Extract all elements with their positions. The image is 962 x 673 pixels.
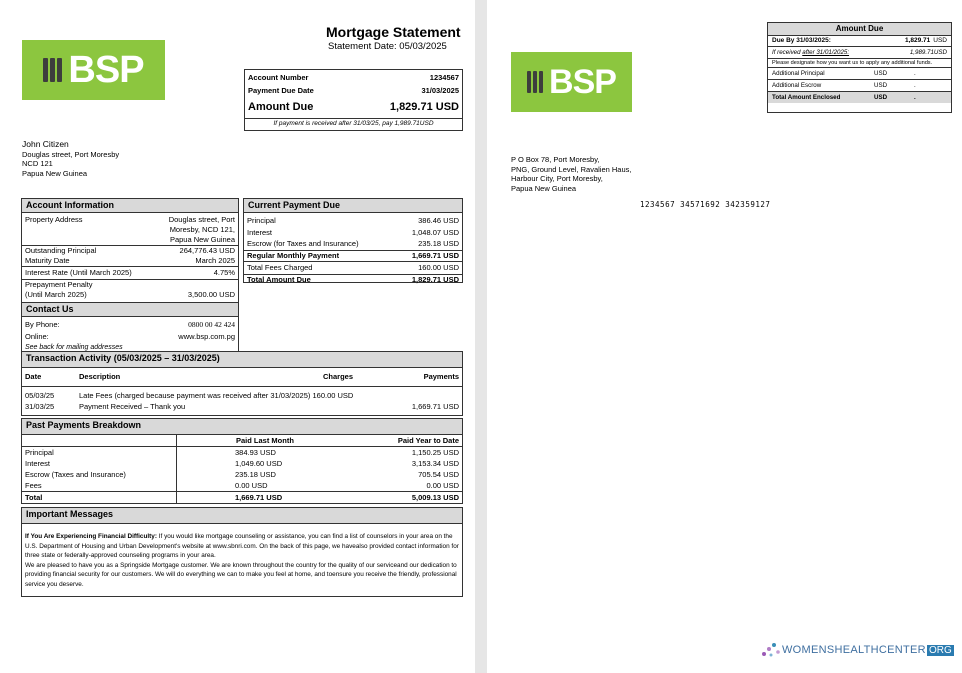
messages-title: Important Messages (22, 508, 462, 524)
total-enclosed-label: Total Amount Enclosed (772, 94, 841, 101)
interest-rate: 4.75% (213, 268, 235, 277)
logo-text: BSP (549, 62, 616, 101)
past-ytd: 1,150.25 USD (411, 448, 459, 457)
past-label: Principal (22, 447, 177, 459)
statement-title: Mortgage Statement (326, 24, 461, 40)
penalty-period: (Until March 2025) (25, 290, 87, 299)
property-line1: Douglas street, Port (168, 215, 235, 224)
messages-box (21, 507, 463, 597)
penalty-amount: 3,500.00 USD (187, 290, 235, 299)
remit-line3: Harbour City, Port Moresby, (511, 174, 603, 183)
past-payments-box (21, 418, 463, 504)
additional-principal-unit: USD (874, 70, 888, 77)
past-last-month: 235.18 USD (235, 470, 276, 479)
additional-escrow-input[interactable]: . (914, 82, 916, 89)
phone-label: By Phone: (25, 320, 60, 329)
website-link[interactable]: www.bsp.com.pg (178, 332, 235, 341)
watermark-dots-icon (760, 640, 782, 660)
current-payment-row (244, 238, 462, 250)
current-payment-row (244, 215, 462, 227)
col-charges: Charges (323, 372, 354, 381)
past-ytd: 3,153.34 USD (411, 459, 459, 468)
additional-principal-label: Additional Principal (772, 70, 825, 77)
transaction-title: Transaction Activity (05/03/2025 – 31/03/2025) (22, 352, 462, 368)
online-label: Online: (25, 332, 49, 341)
additional-principal-input[interactable]: . (914, 70, 916, 77)
past-payment-row (22, 447, 462, 459)
watermark-suffix: ORG (928, 644, 952, 656)
past-ytd: 5,009.13 USD (353, 492, 462, 504)
remit-address (511, 155, 631, 193)
fees-label: Total Fees Charged (247, 262, 313, 272)
past-label: Total (22, 492, 177, 504)
amount-due-label: Amount Due (248, 101, 314, 113)
borrower-name: John Citizen (22, 139, 69, 149)
past-payment-row (22, 480, 462, 492)
account-number-label: Account Number (248, 73, 309, 82)
coupon-late-label: If received (772, 49, 803, 56)
property-line2: Moresby, NCD 121, (169, 225, 235, 234)
account-info-title: Account Information (22, 199, 238, 213)
current-payment-label: Principal (247, 216, 276, 225)
borrower-line2: NCD 121 (22, 159, 53, 168)
transaction-header-row (22, 371, 462, 387)
message-lead: If You Are Experiencing Financial Difficulty: (25, 533, 157, 540)
past-label: Fees (22, 480, 177, 492)
past-last-month: 1,049.60 USD (235, 459, 283, 468)
additional-escrow-unit: USD (874, 82, 888, 89)
phone-number[interactable]: 0800 00 42 424 (188, 320, 235, 329)
contact-title: Contact Us (22, 303, 238, 317)
watermark-text: WOMENSHEALTHCENTER (782, 644, 926, 656)
additional-escrow-label: Additional Escrow (772, 82, 822, 89)
col-payments: Payments (423, 372, 459, 381)
remit-line4: Papua New Guinea (511, 183, 577, 193)
current-payment-label: Escrow (for Taxes and Insurance) (247, 239, 359, 248)
past-rows (22, 447, 462, 504)
borrower-address (22, 140, 119, 178)
page-gutter (475, 0, 487, 673)
bsp-logo (22, 40, 165, 100)
maturity-date: March 2025 (195, 256, 235, 265)
transaction-box (21, 351, 463, 416)
col-paid-last-month: Paid Last Month (236, 436, 294, 445)
txn-payment (386, 387, 462, 402)
coupon-due-label: Due By 31/03/2025: (772, 37, 831, 44)
col-paid-ytd: Paid Year to Date (397, 436, 459, 445)
property-label: Property Address (25, 215, 83, 224)
micr-line: 1234567 34571692 342359127 (640, 200, 771, 209)
coupon-box (767, 22, 952, 113)
mailing-note: See back for mailing addresses (25, 344, 123, 351)
transaction-row (22, 387, 462, 402)
total-enclosed-input[interactable]: . (914, 94, 916, 101)
payment-due-label: Payment Due Date (248, 86, 314, 95)
contact-box (21, 302, 239, 352)
current-payment-label: Interest (247, 227, 273, 237)
past-payment-row (22, 469, 462, 480)
late-payment-note: If payment is received after 31/03/25, pay 1,989.71USD (245, 118, 462, 129)
past-label: Interest (22, 458, 177, 469)
coupon-late-date: after 31/01/2025: (802, 49, 850, 56)
outstanding-principal: 264,776.43 USD (179, 246, 235, 255)
past-header-row (22, 435, 462, 447)
col-date: Date (25, 372, 42, 381)
borrower-line1: Douglas street, Port Moresby (22, 149, 120, 159)
current-payment-value: 235.18 USD (418, 239, 459, 248)
current-payment-value: 386.46 USD (418, 216, 459, 225)
txn-description: Late Fees (charged because payment was received after 31/03/2025) 160.00 USD (79, 391, 354, 400)
watermark (760, 640, 954, 660)
account-number: 1234567 (429, 73, 459, 82)
current-payment-box (243, 198, 463, 283)
past-payments-title: Past Payments Breakdown (22, 419, 462, 435)
regular-payment-label: Regular Monthly Payment (247, 250, 340, 260)
maturity-label: Maturity Date (25, 256, 70, 265)
summary-box (244, 69, 463, 131)
past-payments-table (22, 435, 462, 503)
past-last-month: 0.00 USD (235, 481, 268, 490)
property-address (169, 215, 235, 245)
interest-rate-label: Interest Rate (Until March 2025) (25, 268, 132, 277)
outstanding-principal-label: Outstanding Principal (25, 246, 97, 255)
account-info-box (21, 198, 239, 304)
borrower-line3: Papua New Guinea (22, 168, 88, 178)
messages-body (22, 524, 462, 589)
regular-payment: 1,669.71 USD (411, 250, 459, 260)
txn-payment: 1,669.71 USD (411, 402, 459, 411)
col-description: Description (79, 372, 121, 381)
txn-date: 31/03/25 (25, 402, 55, 411)
bsp-logo-remit (511, 52, 632, 112)
current-payment-rows (244, 215, 462, 250)
remit-line2: PNG, Ground Level, Ravalien Haus, (511, 164, 632, 174)
amount-due: 1,829.71 USD (389, 101, 459, 113)
logo-mark-icon (527, 71, 543, 93)
past-payment-row (22, 458, 462, 469)
txn-date: 05/03/25 (25, 391, 55, 400)
current-payment-row (244, 227, 462, 239)
current-payment-title: Current Payment Due (244, 199, 462, 213)
coupon-title: Amount Due (768, 23, 951, 36)
fees-charged: 160.00 USD (418, 262, 459, 272)
transaction-table (22, 371, 462, 412)
total-due-label: Total Amount Due (247, 274, 311, 284)
transaction-row (22, 401, 462, 412)
past-payment-row (22, 492, 462, 504)
past-label: Escrow (Taxes and Insurance) (22, 469, 177, 480)
statement-date: Statement Date: 05/03/2025 (328, 41, 447, 52)
coupon-due-value: 1,829.71 (904, 37, 931, 44)
coupon-due-unit: USD (933, 37, 947, 44)
past-last-month: 384.93 USD (235, 448, 276, 457)
coupon-designate-note: Please designate how you want us to apply any additional funds. (768, 58, 951, 67)
message-paragraph-2: We are pleased to have you as a Springside Mortgage customer. We are known throughout the country for the quality of our serviceand our dedication to providing financial security for our customers. We will do everything we can to make you feel at home, and toensure you receive the friendly, professional service you deserve. (25, 561, 457, 588)
penalty-label: Prepayment Penalty (25, 280, 93, 289)
txn-description: Payment Received – Thank you (79, 402, 186, 411)
payment-due-date: 31/03/2025 (421, 86, 459, 95)
transaction-rows (22, 387, 462, 413)
logo-text: BSP (68, 48, 144, 91)
coupon-late-value: 1,989.71USD (909, 49, 947, 56)
total-due: 1,829.71 USD (411, 274, 459, 284)
property-line3: Papua New Guinea (169, 235, 235, 244)
past-ytd: 705.54 USD (418, 470, 459, 479)
total-enclosed-unit: USD (874, 94, 888, 101)
remit-line1: P O Box 78, Port Moresby, (511, 155, 600, 164)
past-last-month: 1,669.71 USD (177, 492, 353, 504)
logo-mark-icon (43, 58, 62, 82)
current-payment-value: 1,048.07 USD (411, 227, 459, 237)
past-ytd: 0.00 USD (426, 481, 459, 490)
message-paragraph-1: If you would like mortgage counseling or assistance, you can find a list of counselors in your area on the U.S. Department of Housing and Urban Development's website at www.sbnri.com. On the back of this page, we havealso provided contact information for three state or federally-approved counseling programs in your area. (25, 533, 459, 559)
